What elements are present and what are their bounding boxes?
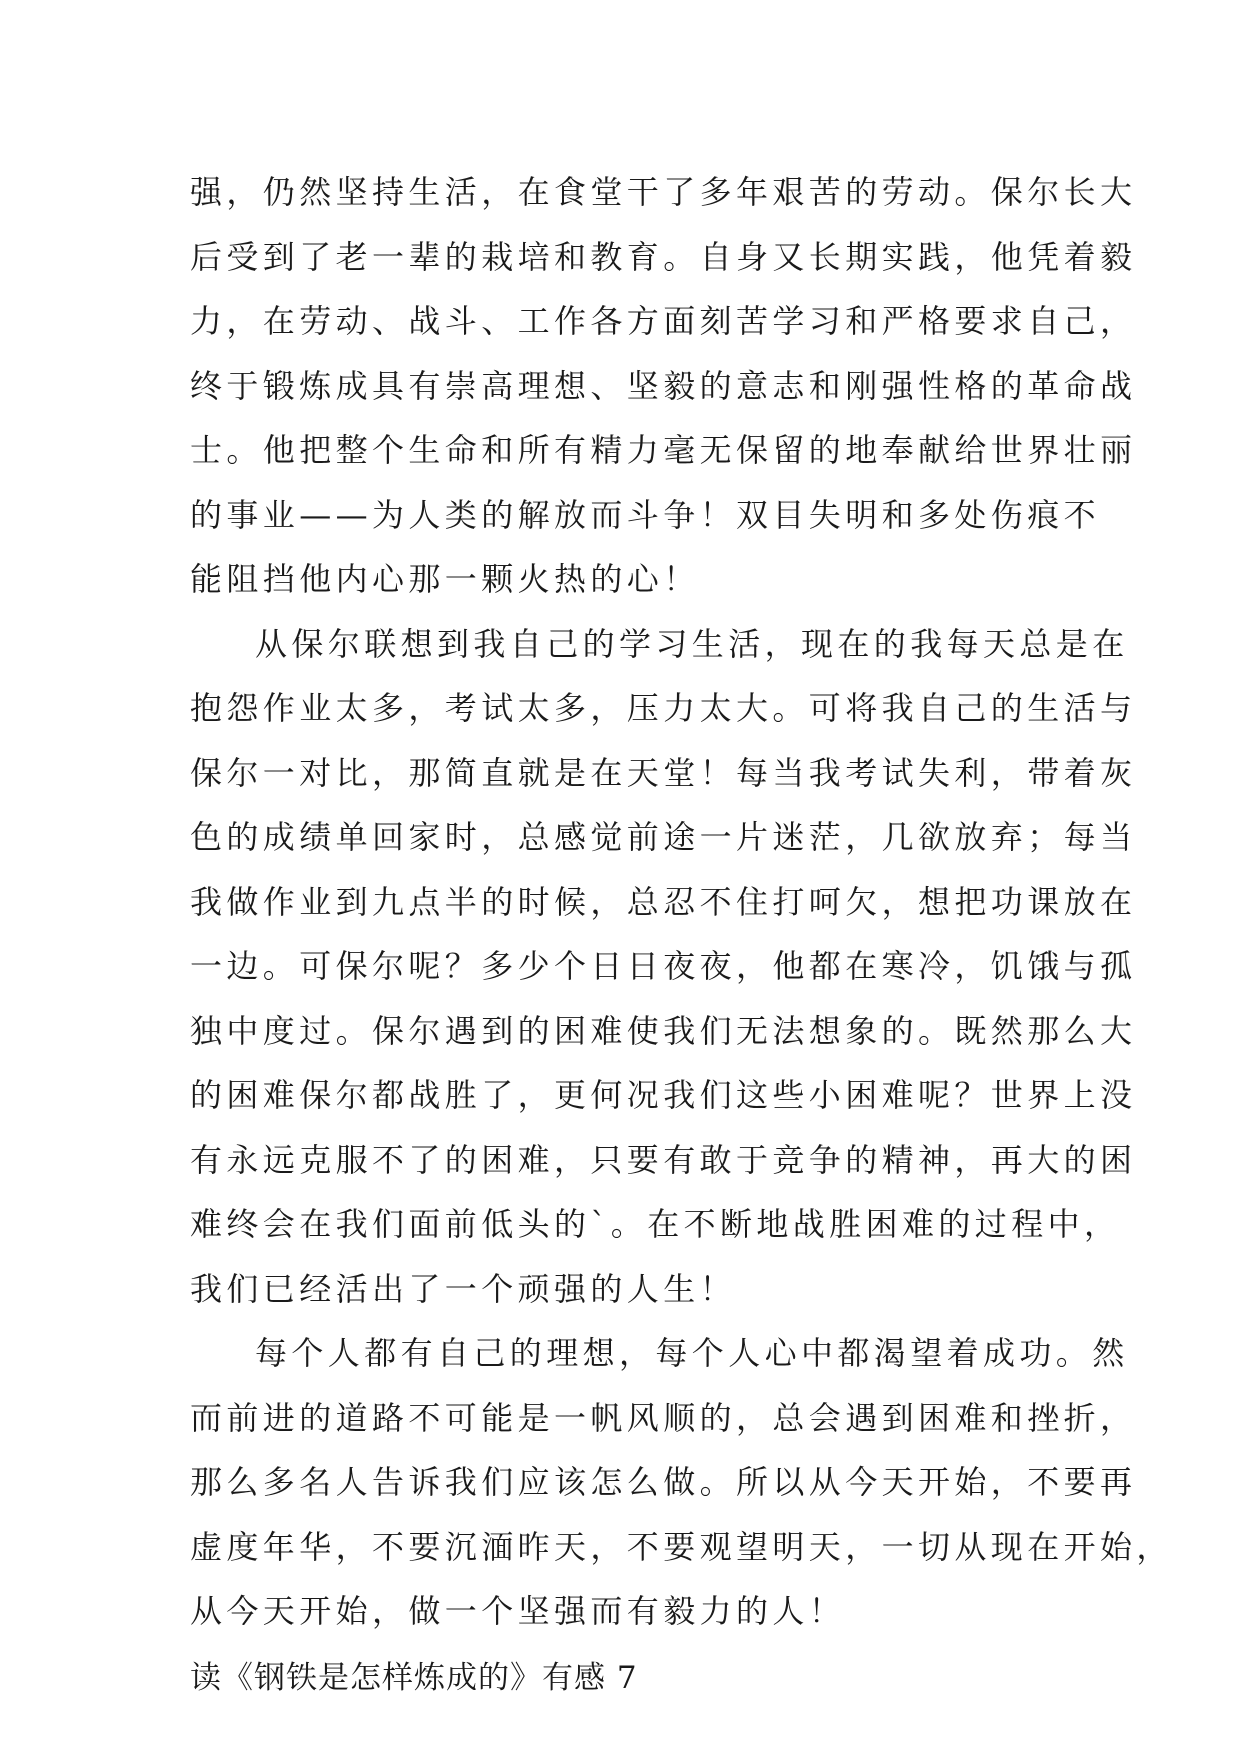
text-line: 士。他把整个生命和所有精力毫无保留的地奉献给世界壮丽 — [190, 431, 1137, 469]
text-line: 色的成绩单回家时，总感觉前途一片迷茫，几欲放弃；每当 — [190, 818, 1137, 856]
text-line: 一边。可保尔呢？多少个日日夜夜，他都在寒冷，饥饿与孤 — [190, 947, 1137, 985]
text-line: 从今天开始，做一个坚强而有毅力的人！ — [190, 1592, 846, 1630]
text-line: 终于锻炼成具有崇高理想、坚毅的意志和刚强性格的革命战 — [190, 366, 1137, 405]
document-body — [190, 160, 1173, 1710]
text-line: 我们已经活出了一个顽强的人生！ — [190, 1269, 737, 1308]
text-line: 那么多名人告诉我们应该怎么做。所以从今天开始，不要再 — [190, 1463, 1137, 1501]
text-line: 抱怨作业太多，考试太多，压力太大。可将我自己的生活与 — [190, 689, 1137, 727]
paragraph — [190, 160, 1137, 612]
text-line: 独中度过。保尔遇到的困难使我们无法想象的。既然那么大 — [190, 1011, 1137, 1050]
text-line: 而前进的道路不可能是一帆风顺的，总会遇到困难和挫折， — [190, 1398, 1137, 1437]
text-line: 后受到了老一辈的栽培和教育。自身又长期实践，他凭着毅 — [190, 237, 1137, 276]
text-line: 每个人都有自己的理想，每个人心中都渴望着成功。然 — [255, 1334, 1129, 1372]
text-line: 有永远克服不了的困难，只要有敢于竞争的精神，再大的困 — [190, 1140, 1137, 1179]
paragraph — [190, 1321, 1173, 1644]
text-line: 我做作业到九点半的时候，总忍不住打呵欠，想把功课放在 — [190, 882, 1137, 921]
text-line: 能阻挡他内心那一颗火热的心！ — [190, 560, 700, 598]
text-line: 难终会在我们面前低头的`。在不断地战胜困难的过程中， — [190, 1205, 1121, 1243]
text-line: 强，仍然坚持生活，在食堂干了多年艰苦的劳动。保尔长大 — [190, 173, 1137, 211]
text-line: 从保尔联想到我自己的学习生活，现在的我每天总是在 — [255, 624, 1129, 663]
paragraph — [190, 612, 1137, 1322]
text-line: 力，在劳动、战斗、工作各方面刻苦学习和严格要求自己， — [190, 302, 1137, 340]
text-line: 的困难保尔都战胜了，更何况我们这些小困难呢？世界上没 — [190, 1076, 1137, 1114]
text-line: 的事业——为人类的解放而斗争！双目失明和多处伤痕不 — [190, 495, 1101, 534]
text-line: 虚度年华，不要沉湎昨天，不要观望明天，一切从现在开始， — [190, 1527, 1173, 1566]
text-line: 保尔一对比，那简直就是在天堂！每当我考试失利，带着灰 — [190, 753, 1137, 792]
next-article-title: 读《钢铁是怎样炼成的》有感 7 — [190, 1659, 638, 1696]
